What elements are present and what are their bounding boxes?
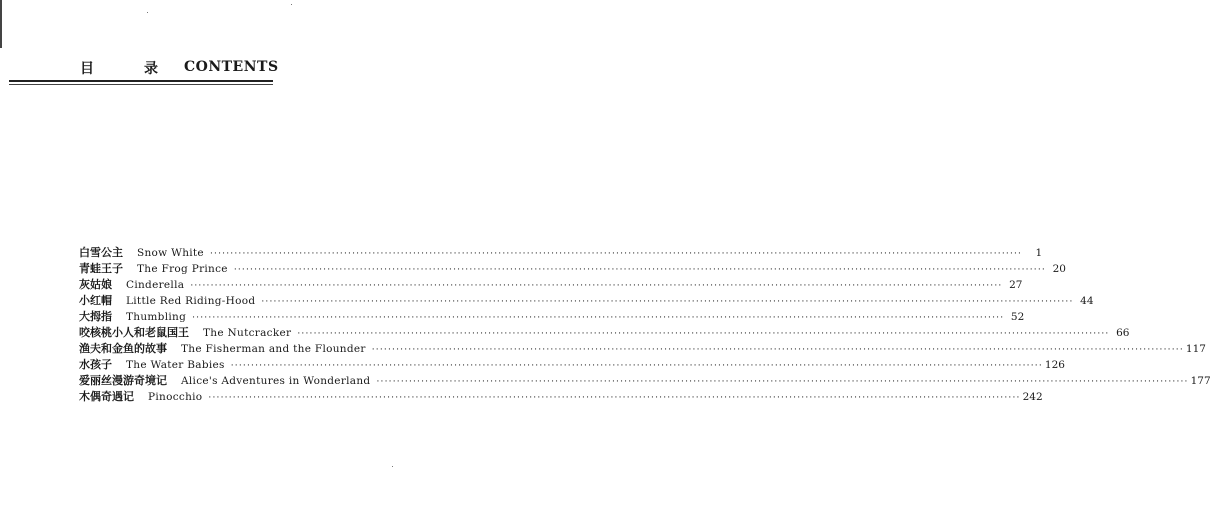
toc-entry-cn-title: 灰姑娘 <box>79 278 112 291</box>
toc-entry-cn-title: 大拇指 <box>79 310 112 323</box>
toc-dot-leader: ········································································································································································································ <box>297 329 1110 339</box>
toc-entry[interactable] <box>79 293 1094 309</box>
toc-entry-en-title: Thumbling <box>126 311 187 323</box>
heading-rule-thin <box>9 84 273 85</box>
toc-entry[interactable] <box>79 261 1066 277</box>
toc-entry-cn-title: 爱丽丝漫游奇境记 <box>79 374 167 387</box>
heading-cn-char-2: 录 <box>144 61 158 77</box>
toc-entry-page: 44 <box>1080 295 1094 307</box>
toc-entry[interactable] <box>79 373 1211 389</box>
toc-dot-leader: ········································································································································································································ <box>190 281 1003 291</box>
toc-entry-cn-title: 白雪公主 <box>79 246 123 259</box>
toc-entry-en-title: Cinderella <box>126 279 185 291</box>
toc-entry-cn-title: 渔夫和金鱼的故事 <box>79 342 167 355</box>
toc-entry-page: 117 <box>1185 343 1206 355</box>
toc-dot-leader: ········································································································································································································ <box>209 249 1023 259</box>
toc-dot-leader: ········································································································································································································ <box>192 313 1005 323</box>
toc-dot-leader: ········································································································································································································ <box>230 361 1043 371</box>
toc-entry-page: 177 <box>1190 375 1211 387</box>
toc-entry-cn-title: 青蛙王子 <box>79 262 123 275</box>
heading-en: CONTENTS <box>184 59 279 75</box>
toc-entry[interactable] <box>79 245 1043 261</box>
toc-dot-leader: ········································································································································································································ <box>208 393 1021 403</box>
toc-dot-leader: ········································································································································································································ <box>376 377 1189 387</box>
toc-entry-page: 52 <box>1010 311 1025 323</box>
toc-entry-cn-title: 咬核桃小人和老鼠国王 <box>79 326 189 339</box>
toc-entry-en-title: Little Red Riding-Hood <box>126 295 256 307</box>
toc-entry[interactable] <box>79 341 1206 357</box>
toc-entry-en-title: Snow White <box>137 247 204 259</box>
toc-entry-en-title: The Frog Prince <box>137 263 228 275</box>
toc-entry[interactable] <box>79 325 1130 341</box>
toc-entry-page: 1 <box>1035 247 1043 259</box>
toc-dot-leader: ········································································································································································································ <box>261 297 1074 307</box>
toc-entry-cn-title: 水孩子 <box>79 358 112 371</box>
toc-entry-page: 20 <box>1052 263 1066 275</box>
toc-entry[interactable] <box>79 277 1023 293</box>
heading-rule-thick <box>9 80 273 82</box>
toc-entry-en-title: The Nutcracker <box>203 327 292 339</box>
toc-entry-en-title: Alice's Adventures in Wonderland <box>181 375 371 387</box>
scan-speck <box>291 4 292 5</box>
toc-entry[interactable] <box>79 309 1025 325</box>
scan-edge-mark <box>0 0 2 48</box>
toc-entry-page: 126 <box>1044 359 1065 371</box>
heading-cn-char-1: 目 <box>80 61 94 77</box>
scan-speck <box>392 466 393 467</box>
toc-dot-leader: ········································································································································································································ <box>371 345 1184 355</box>
toc-entry-page: 242 <box>1022 391 1043 403</box>
toc-entry-en-title: The Water Babies <box>126 359 225 371</box>
toc-entry-cn-title: 木偶奇遇记 <box>79 390 134 403</box>
toc-entry-page: 27 <box>1009 279 1023 291</box>
toc-dot-leader: ········································································································································································································ <box>233 265 1046 275</box>
toc-list <box>79 245 1211 405</box>
toc-entry-page: 66 <box>1116 327 1130 339</box>
toc-entry-en-title: The Fisherman and the Flounder <box>181 343 366 355</box>
toc-entry-cn-title: 小红帽 <box>79 294 112 307</box>
toc-entry[interactable] <box>79 357 1065 373</box>
toc-entry[interactable] <box>79 389 1043 405</box>
scan-speck <box>147 12 148 13</box>
toc-entry-en-title: Pinocchio <box>148 391 203 403</box>
